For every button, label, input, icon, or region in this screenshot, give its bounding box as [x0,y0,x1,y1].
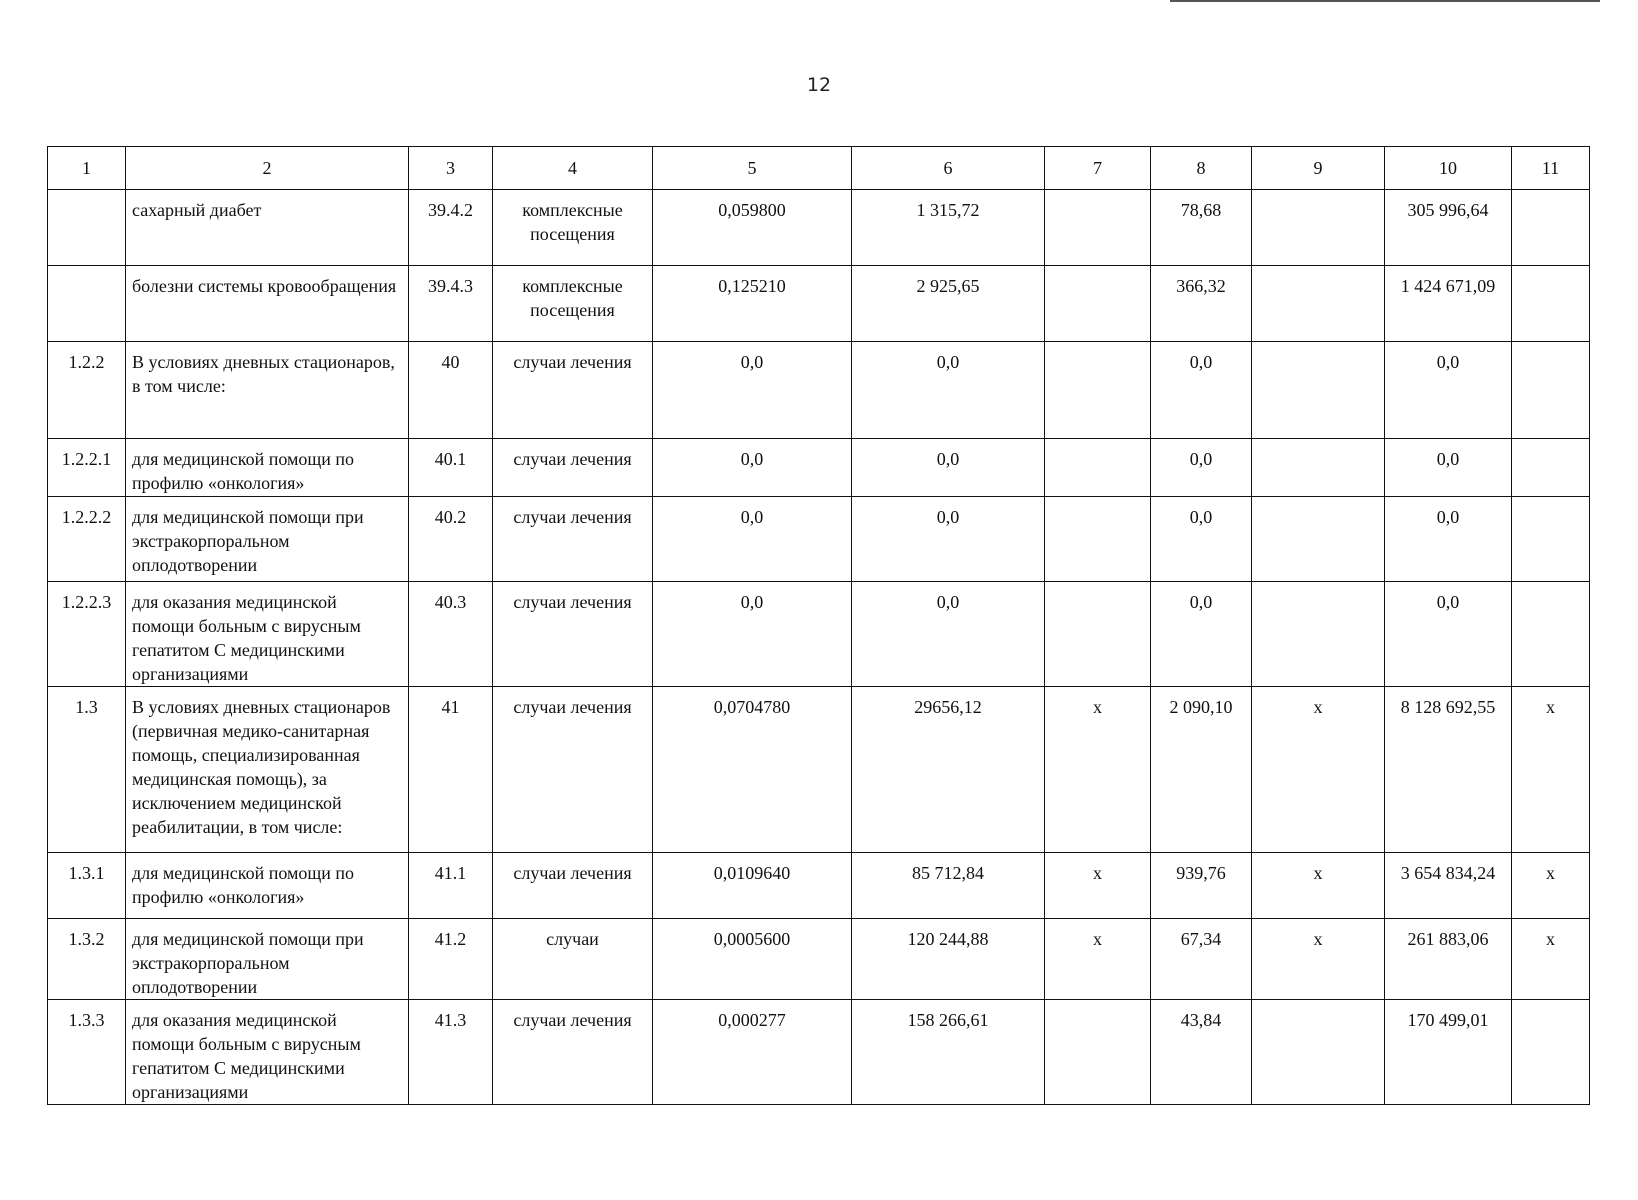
row-number-cell [48,266,126,342]
table-row [48,919,1590,1000]
value-cell: 0,0 [852,582,1045,687]
value-cell: 305 996,64 [1385,190,1512,266]
value-cell: х [1512,853,1590,919]
header-cell: 7 [1045,147,1151,190]
value-cell: 0,0 [653,582,852,687]
name-cell: для медицинской помощи по профилю «онкология» [126,853,409,919]
unit-cell: случаи [493,919,653,1000]
value-cell: 0,125210 [653,266,852,342]
row-number-cell: 1.2.2.3 [48,582,126,687]
value-cell: 2 090,10 [1151,687,1252,853]
name-cell: болезни системы кровообращения [126,266,409,342]
value-cell: 1 424 671,09 [1385,266,1512,342]
value-cell: 1 315,72 [852,190,1045,266]
value-cell: 0,0 [852,497,1045,582]
value-cell: 2 925,65 [852,266,1045,342]
row-number-cell: 1.2.2.1 [48,439,126,497]
name-cell: В условиях дневных стационаров, в том числе: [126,342,409,439]
header-cell: 2 [126,147,409,190]
table-header-row [48,147,1590,190]
value-cell [1252,582,1385,687]
value-cell [1512,342,1590,439]
value-cell [1512,190,1590,266]
header-cell: 4 [493,147,653,190]
value-cell [1252,1000,1385,1105]
table-row [48,582,1590,687]
value-cell: 0,0 [1385,497,1512,582]
value-cell [1045,582,1151,687]
data-table [47,146,1590,1105]
table-row [48,687,1590,853]
table-row [48,342,1590,439]
value-cell [1512,582,1590,687]
value-cell: 120 244,88 [852,919,1045,1000]
value-cell [1512,497,1590,582]
name-cell: сахарный диабет [126,190,409,266]
unit-cell: случаи лечения [493,497,653,582]
unit-cell: случаи лечения [493,342,653,439]
value-cell: 0,0 [1151,582,1252,687]
value-cell: х [1252,853,1385,919]
value-cell: 29656,12 [852,687,1045,853]
value-cell [1252,266,1385,342]
value-cell [1252,439,1385,497]
value-cell [1045,497,1151,582]
line-code-cell: 40.1 [409,439,493,497]
name-cell: для оказания медицинской помощи больным с вирусным гепатитом С медицинскими организациями [126,1000,409,1105]
value-cell: 43,84 [1151,1000,1252,1105]
header-cell: 6 [852,147,1045,190]
value-cell: 0,0 [1151,439,1252,497]
value-cell: 0,0 [1151,342,1252,439]
value-cell: 0,059800 [653,190,852,266]
value-cell: 158 266,61 [852,1000,1045,1105]
value-cell: 0,0 [852,439,1045,497]
value-cell: 85 712,84 [852,853,1045,919]
value-cell: х [1045,919,1151,1000]
row-number-cell: 1.3.3 [48,1000,126,1105]
unit-cell: случаи лечения [493,439,653,497]
value-cell [1252,190,1385,266]
value-cell: 0,000277 [653,1000,852,1105]
value-cell: 3 654 834,24 [1385,853,1512,919]
name-cell: для медицинской помощи по профилю «онкология» [126,439,409,497]
name-cell: для медицинской помощи при экстракорпоральном оплодотворении [126,497,409,582]
value-cell [1045,190,1151,266]
unit-cell: случаи лечения [493,687,653,853]
value-cell [1045,342,1151,439]
header-cell: 11 [1512,147,1590,190]
row-number-cell: 1.2.2 [48,342,126,439]
value-cell: 366,32 [1151,266,1252,342]
value-cell: х [1045,853,1151,919]
value-cell: 0,0109640 [653,853,852,919]
value-cell: х [1252,687,1385,853]
value-cell: х [1252,919,1385,1000]
unit-cell: комплексные посещения [493,266,653,342]
value-cell [1512,1000,1590,1105]
value-cell: 170 499,01 [1385,1000,1512,1105]
line-code-cell: 39.4.2 [409,190,493,266]
header-cell: 1 [48,147,126,190]
name-cell: для оказания медицинской помощи больным с вирусным гепатитом С медицинскими организациями [126,582,409,687]
value-cell: 0,0 [653,342,852,439]
table-row [48,190,1590,266]
value-cell [1512,266,1590,342]
value-cell: 0,0704780 [653,687,852,853]
value-cell: 0,0 [1151,497,1252,582]
page-number: 12 [806,74,832,96]
table-row [48,853,1590,919]
header-cell: 5 [653,147,852,190]
unit-cell: комплексные посещения [493,190,653,266]
line-code-cell: 41.2 [409,919,493,1000]
unit-cell: случаи лечения [493,853,653,919]
row-number-cell [48,190,126,266]
unit-cell: случаи лечения [493,582,653,687]
value-cell: 261 883,06 [1385,919,1512,1000]
value-cell: 8 128 692,55 [1385,687,1512,853]
line-code-cell: 40.3 [409,582,493,687]
line-code-cell: 39.4.3 [409,266,493,342]
value-cell: 0,0 [852,342,1045,439]
value-cell: 0,0 [1385,582,1512,687]
value-cell: х [1512,919,1590,1000]
header-cell: 10 [1385,147,1512,190]
value-cell [1252,497,1385,582]
value-cell: 0,0 [1385,439,1512,497]
top-edge-line [1170,0,1600,2]
value-cell [1045,439,1151,497]
table-row [48,439,1590,497]
line-code-cell: 41.1 [409,853,493,919]
value-cell [1045,266,1151,342]
line-code-cell: 41.3 [409,1000,493,1105]
value-cell [1512,439,1590,497]
row-number-cell: 1.3.2 [48,919,126,1000]
line-code-cell: 41 [409,687,493,853]
value-cell: 0,0 [653,497,852,582]
value-cell: х [1512,687,1590,853]
header-cell: 9 [1252,147,1385,190]
value-cell: х [1045,687,1151,853]
unit-cell: случаи лечения [493,1000,653,1105]
value-cell: 78,68 [1151,190,1252,266]
name-cell: для медицинской помощи при экстракорпоральном оплодотворении [126,919,409,1000]
value-cell: 939,76 [1151,853,1252,919]
value-cell: 67,34 [1151,919,1252,1000]
row-number-cell: 1.2.2.2 [48,497,126,582]
line-code-cell: 40.2 [409,497,493,582]
value-cell [1045,1000,1151,1105]
table-row [48,497,1590,582]
header-cell: 8 [1151,147,1252,190]
table-row [48,1000,1590,1105]
value-cell: 0,0005600 [653,919,852,1000]
line-code-cell: 40 [409,342,493,439]
table-row [48,266,1590,342]
name-cell: В условиях дневных стационаров (первичная медико-санитарная помощь, специализированная медицинская помощь), за исключением медицинской реабилитации, в том числе: [126,687,409,853]
row-number-cell: 1.3 [48,687,126,853]
row-number-cell: 1.3.1 [48,853,126,919]
header-cell: 3 [409,147,493,190]
value-cell [1252,342,1385,439]
value-cell: 0,0 [1385,342,1512,439]
value-cell: 0,0 [653,439,852,497]
